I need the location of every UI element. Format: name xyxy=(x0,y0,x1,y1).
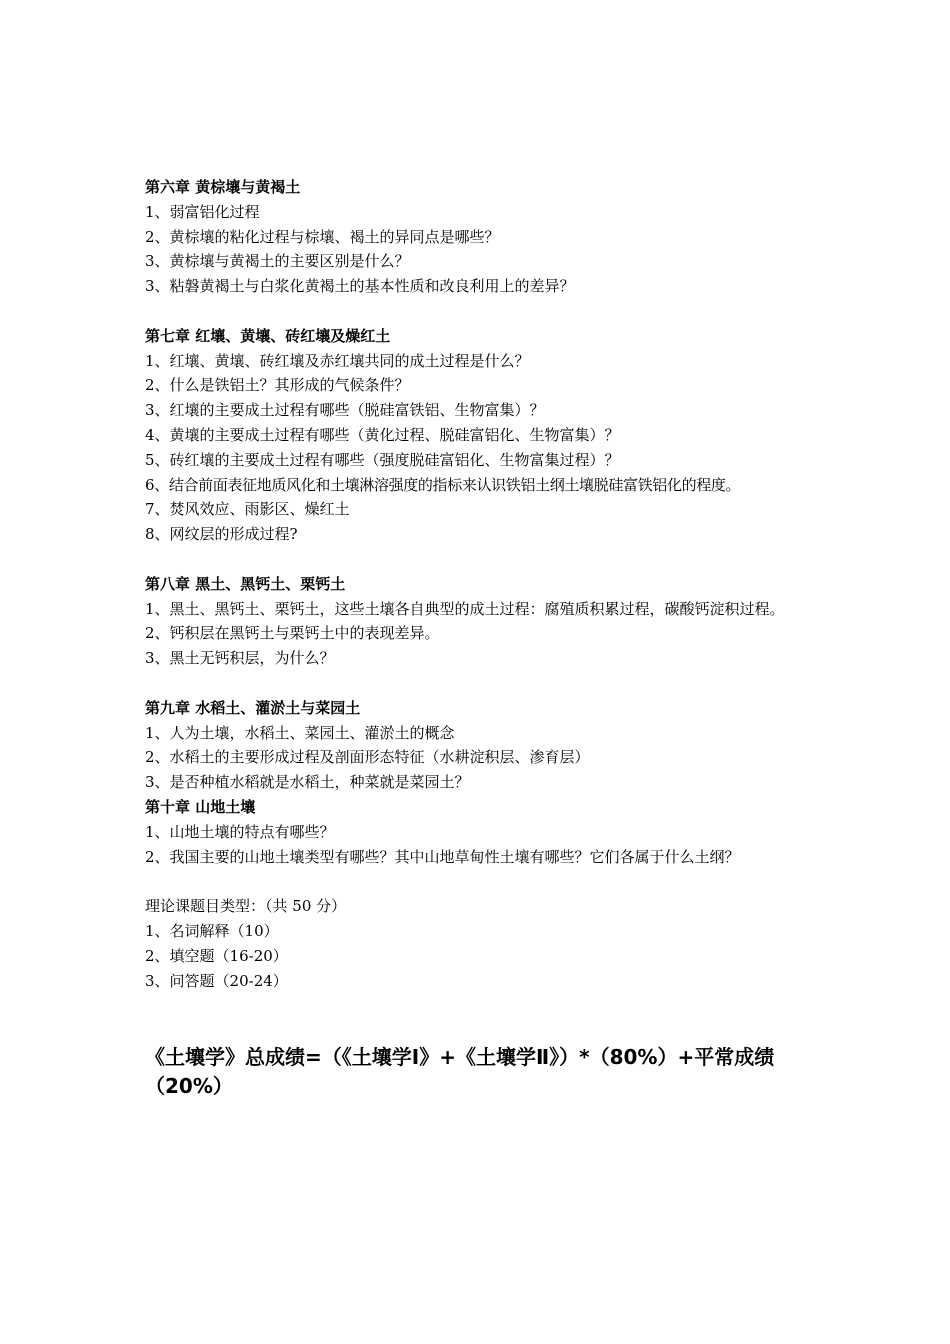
chapter-6-item: 2、黄棕壤的粘化过程与棕壤、褐土的异同点是哪些？ xyxy=(145,227,500,246)
question-type-item: 3、问答题（20-24） xyxy=(145,971,288,990)
spacer xyxy=(145,547,825,572)
chapter-6-item: 3、黄棕壤与黄褐土的主要区别是什么？ xyxy=(145,252,410,271)
document-page xyxy=(145,175,825,1101)
chapter-6-item: 3、粘磐黄褐土与白浆化黄褐土的基本性质和改良利用上的差异？ xyxy=(145,277,575,296)
spacer xyxy=(145,993,825,1043)
chapter-10-item: 1、山地土壤的特点有哪些？ xyxy=(145,822,335,841)
chapter-9-item: 3、是否种植水稻就是水稻土，种菜就是菜园土？ xyxy=(145,773,470,792)
chapter-7-heading: 第七章 红壤、黄壤、砖红壤及燥红土 xyxy=(145,326,391,345)
chapter-10-item: 2、我国主要的山地土壤类型有哪些？其中山地草甸性土壤有哪些？它们各属于什么土纲？ xyxy=(145,847,740,866)
total-score-formula: 《土壤学》总成绩=（《土壤学Ⅰ》+《土壤学Ⅱ》）*（80%）+平常成绩（20%） xyxy=(145,1045,775,1099)
chapter-7-item: 6、结合前面表征地质风化和土壤淋溶强度的指标来认识铁铝土纲土壤脱硅富铁铝化的程度。 xyxy=(145,475,741,494)
chapter-8-item: 1、黑土、黑钙土、栗钙土，这些土壤各自典型的成土过程：腐殖质积累过程，碳酸钙淀积过程。 xyxy=(145,599,785,618)
chapter-7-item: 4、黄壤的主要成土过程有哪些（黄化过程、脱硅富铝化、生物富集）？ xyxy=(145,425,620,444)
question-type-item: 1、名词解释（10） xyxy=(145,921,279,940)
chapter-7-item: 3、红壤的主要成土过程有哪些（脱硅富铁铝、生物富集）？ xyxy=(145,401,545,420)
chapter-7-item: 7、焚风效应、雨影区、燥红土 xyxy=(145,500,350,519)
chapter-7-item: 8、网纹层的形成过程? xyxy=(145,525,298,544)
chapter-10-heading: 第十章 山地土壤 xyxy=(145,797,256,816)
chapter-8-heading: 第八章 黑土、黑钙土、栗钙土 xyxy=(145,574,346,593)
chapter-9-heading: 第九章 水稻土、灌淤土与菜园土 xyxy=(145,698,361,717)
chapter-9-item: 1、人为土壤，水稻土、菜园土、灌淤土的概念 xyxy=(145,723,455,742)
spacer xyxy=(145,671,825,696)
spacer xyxy=(145,869,825,894)
chapter-6-item: 1、弱富铝化过程 xyxy=(145,202,260,221)
chapter-6-heading: 第六章 黄棕壤与黄褐土 xyxy=(145,178,301,196)
spacer xyxy=(145,299,825,324)
chapter-8-item: 2、钙积层在黑钙土与栗钙土中的表现差异。 xyxy=(145,624,440,643)
question-type-item: 2、填空题（16-20） xyxy=(145,946,288,965)
question-types-title: 理论课题目类型：（共 50 分） xyxy=(145,897,347,916)
chapter-7-item: 1、红壤、黄壤、砖红壤及赤红壤共同的成土过程是什么？ xyxy=(145,351,530,370)
chapter-8-item: 3、黑土无钙积层，为什么？ xyxy=(145,649,335,668)
chapter-7-item: 2、什么是铁铝土？其形成的气候条件？ xyxy=(145,376,410,395)
chapter-7-item: 5、砖红壤的主要成土过程有哪些（强度脱硅富铝化、生物富集过程）？ xyxy=(145,450,620,469)
chapter-9-item: 2、水稻土的主要形成过程及剖面形态特征（水耕淀积层、渗育层） xyxy=(145,748,590,767)
